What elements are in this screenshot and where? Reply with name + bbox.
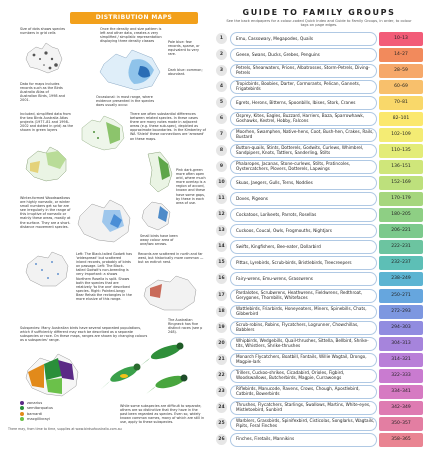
map-records	[140, 274, 200, 314]
legend-item-zonarius	[20, 400, 42, 405]
group-pages-tag[interactable]: 358–365	[379, 433, 423, 447]
group-pages-tag[interactable]: 82–101	[379, 112, 423, 126]
family-group-row[interactable]	[216, 64, 423, 79]
group-number: 17	[216, 290, 227, 301]
group-number: 4	[216, 81, 227, 92]
group-name: Finches, Firetails, Mannikins	[236, 436, 295, 442]
group-pages-tag[interactable]: 70–81	[379, 96, 423, 110]
group-number: 22	[216, 370, 227, 381]
caption-dot-size: Size of dots shows species numbers in grid cells	[20, 27, 66, 36]
group-name-pill[interactable]	[230, 176, 377, 190]
group-name-pill[interactable]	[230, 160, 377, 174]
legend-item-macgillivrayi	[20, 417, 50, 422]
group-number: 26	[216, 434, 227, 445]
group-name: Pardalotes, Scrubwrens, Heathwrens, Fieldwrens, Redthroat, Gerygones, Thornbills, Whitefaces	[236, 289, 363, 300]
family-group-row[interactable]	[216, 176, 423, 191]
group-name-pill[interactable]	[230, 192, 377, 206]
group-pages-tag[interactable]: 314–321	[379, 353, 423, 367]
group-pages-tag[interactable]: 342–349	[379, 401, 423, 415]
distribution-maps-banner	[70, 12, 198, 24]
group-name-pill[interactable]	[230, 96, 377, 110]
group-name-pill[interactable]	[230, 112, 377, 126]
group-number: 10	[216, 177, 227, 188]
family-group-row[interactable]	[216, 385, 423, 400]
footnote: There may, from time to time, supplies at www.birdsofaustralia.com.au	[8, 427, 122, 431]
family-group-row[interactable]	[216, 80, 423, 95]
family-group-list	[216, 32, 423, 449]
parrot-illustrations	[84, 336, 204, 410]
group-name: Fairy-wrens, Emu-wrens, Grasswrens	[236, 276, 313, 282]
group-name-pill[interactable]	[230, 224, 377, 238]
group-pages-tag[interactable]: 28–59	[379, 64, 423, 78]
group-name: Osprey, Kites, Eagles, Buzzard, Harriers, Baza, Sparrowhawk, Goshawks, Kestrel, Hobby, Falcons	[236, 113, 365, 124]
group-name-pill[interactable]	[230, 272, 377, 286]
group-number: 25	[216, 418, 227, 429]
family-group-row[interactable]	[216, 321, 423, 336]
family-group-row[interactable]	[216, 112, 423, 127]
legend-swatch	[20, 406, 24, 410]
legend-label: semitorquatus	[27, 406, 53, 410]
group-name-pill[interactable]	[230, 385, 377, 399]
group-pages-tag[interactable]: 322–333	[379, 369, 423, 383]
caption-overlap: Pink dark-green more often open arid, where much more overlap is a region of accord, known and these have some gaps, by these in each area of use.	[176, 168, 206, 205]
family-group-row[interactable]	[216, 240, 423, 255]
map-small-birds	[138, 198, 174, 232]
group-number: 18	[216, 306, 227, 317]
caption-data-sources: Data for maps includes records such as the Birds Australia Atlas of Australian Birds, 1998 and 2001.	[20, 82, 65, 103]
family-group-row[interactable]	[216, 208, 423, 223]
group-name-pill[interactable]	[230, 208, 377, 222]
group-pages-tag[interactable]: 294–303	[379, 321, 423, 335]
family-group-row[interactable]	[216, 128, 423, 143]
legend-item-barnardi	[20, 411, 42, 416]
group-name: Geese, Swans, Ducks, Grebes, Penguins	[236, 51, 320, 57]
group-name-pill[interactable]	[230, 144, 377, 158]
caption-subspecies-names: While some subspecies are difficult to separate, others are so distinctive that they have in the past been regarded as species. Even so, widely known common names, many of which are still in use, apply to these subspecies.	[120, 404, 205, 425]
family-group-row[interactable]	[216, 289, 423, 304]
family-group-row[interactable]	[216, 256, 423, 271]
caption-ringneck: The Australian Ringneck has five distinct races (see p 248).	[168, 318, 203, 335]
family-group-row[interactable]	[216, 144, 423, 159]
group-number: 2	[216, 49, 227, 60]
map-ringneck	[22, 350, 82, 400]
map-dots	[22, 39, 66, 79]
group-name-pill[interactable]	[230, 401, 377, 415]
group-name-pill[interactable]	[230, 337, 377, 351]
group-name: Scrub-robins, Robins, Flycatchers, Logrunner, Chowchillas, Babblers	[236, 321, 359, 332]
caption-pale-blue: Pale blue: few records, sparse, or equivalent to very rare.	[168, 40, 200, 57]
family-groups-guide	[213, 0, 425, 442]
group-number: 8	[216, 145, 227, 156]
group-pages-tag[interactable]: 60–69	[379, 80, 423, 94]
group-pages-tag[interactable]: 10–13	[379, 32, 423, 46]
group-name-pill[interactable]	[230, 321, 377, 335]
caption-dark-blue: Dark blue: common; abundant.	[168, 68, 203, 77]
group-name: Wattlebirds, Friarbirds, Honeyeaters, Miners, Spinebills, Chats, Gibberbird	[236, 305, 367, 316]
family-group-row[interactable]	[216, 192, 423, 207]
map-density	[96, 46, 166, 94]
group-name: Phalaropes, Jacanas, Stone-curlews, Stilts, Pratincoles, Oystercatchers, Plovers, Dotterels, Lapwings	[236, 161, 351, 172]
group-pages-tag[interactable]: 180–205	[379, 208, 423, 222]
group-pages-tag[interactable]: 304–313	[379, 337, 423, 351]
group-number: 5	[216, 97, 227, 108]
group-name-pill[interactable]	[230, 353, 377, 367]
group-name: Egrets, Herons, Bitterns, Spoonbills, Ibises, Stork, Cranes	[236, 99, 356, 105]
group-name-pill[interactable]	[230, 289, 377, 303]
caption-godwit: Left: The Black-tailed Godwit has 'widespread' but scattered inland records, probably of birds on passage. Left: The Black-tailed Godwit's non-breeding is very important: a shows Northern Rosella is split. Shows both the species that are relatively 'to the one' described species. Right: Painted-longy Bear Rehab the rectangles in the more elusive of this range.	[76, 252, 132, 302]
group-name: Pittas, Lyrebirds, Scrub-birds, Bristlebirds, Treecreepers	[236, 260, 352, 266]
group-pages-tag[interactable]: 238–249	[379, 272, 423, 286]
legend-label: barnardi	[27, 411, 43, 416]
group-name: Moorhen, Swamphen, Native-hens, Coot, Bush-hen, Crakes, Rails, Bustard	[236, 129, 374, 140]
family-group-row[interactable]	[216, 353, 423, 368]
group-name: Petrels, Shearwaters, Prions, Albatrosses, Storm-Petrels, Diving-Petrels	[236, 65, 370, 76]
family-group-row[interactable]	[216, 160, 423, 175]
group-name-pill[interactable]	[230, 48, 377, 62]
group-name-pill[interactable]	[230, 64, 377, 78]
family-group-row[interactable]	[216, 272, 423, 287]
group-name: Riflebirds, Manucode, Ravens, Crows, Chough, Apostlebird, Catbirds, Bowerbirds	[236, 385, 360, 396]
group-name: Cockatoos, Lorikeets, Parrots, Rosellas	[236, 211, 317, 217]
group-name: Trillers, Cuckoo-shrikes, Cicadabird, Orioles, Figbird, Woodswallows, Butcherbirds, Magpie, Currawongs	[236, 369, 345, 380]
caption-subspecies: Subspecies: Many Australian birds have several separated populations, which if sufficiently different may each be described as a separate subspecies or race. On these maps, ranges are shown by changing colours as a subspecies' range.	[20, 326, 148, 343]
parrot-illustration-3	[146, 373, 188, 394]
legend-label: macgillivrayi	[27, 417, 50, 421]
group-name-pill[interactable]	[230, 256, 377, 270]
group-name-pill[interactable]	[230, 369, 377, 383]
group-number: 9	[216, 161, 227, 172]
group-pages-tag[interactable]: 152–169	[379, 176, 423, 190]
group-pages-tag[interactable]: 232–237	[379, 256, 423, 270]
group-number: 7	[216, 129, 227, 140]
group-name: Warblers, Grassbirds, Spinifexbird, Cisticolas, Songlarks, Wagtails, Pipits, Feral Finches	[236, 417, 375, 428]
caption-woodswallows: Winter-formed Woodswallows are highly nomadic, or winter small numbers get so far are see irregularly in the range of this irruptive of nomadic or mainly these areas, mostly at the surface. They are a short-distance movement species.	[20, 196, 71, 229]
group-number: 20	[216, 338, 227, 349]
group-number: 11	[216, 193, 227, 204]
group-number: 21	[216, 354, 227, 365]
group-number: 16	[216, 273, 227, 284]
group-name: Monarch Flycatchers, Boatbill, Fantails, Willie Wagtail, Drongo, Magpie-lark	[236, 353, 367, 364]
group-name: Button-quails, Stints, Dotterels, Godwits, Curlews, Whimbrel, Sandpipers, Knots, Tattlers, Sanderling, Stilts	[236, 145, 364, 156]
caption-records: Records are scattered in north and far west, but historically more common — but an extinct nest.	[138, 252, 204, 265]
caption-small-birds: Small birds have been away colour area of one/two arrows.	[140, 234, 178, 247]
group-number: 12	[216, 209, 227, 220]
group-pages-tag[interactable]: 102–109	[379, 128, 423, 142]
group-pages-tag[interactable]: 334–341	[379, 385, 423, 399]
map-woodswallows	[74, 196, 134, 246]
family-group-row[interactable]	[216, 433, 423, 448]
group-name: Whipbirds, Wedgebills, Quail-thrushes, Sittella, Bellbird, Shrike-tits, Whistlers, Shrike-thrushes	[236, 337, 369, 348]
family-group-row[interactable]	[216, 417, 423, 432]
group-name: Skuas, Jaegers, Gulls, Terns, Noddies	[236, 179, 313, 185]
group-pages-tag[interactable]: 350–357	[379, 417, 423, 431]
map-boundaries	[22, 145, 70, 185]
group-pages-tag[interactable]: 170–179	[379, 192, 423, 206]
family-group-row[interactable]	[216, 96, 423, 111]
map-atlas	[76, 112, 128, 154]
caption-density: Once the density and size pattern is left and other data, creates a very simplified / simplistic representation displaying three density classes	[100, 27, 162, 44]
group-name: Swifts, Kingfishers, Bee-eater, Dollarbird	[236, 244, 321, 249]
legend-swatch	[20, 412, 24, 416]
legend-swatch	[20, 417, 24, 421]
family-group-row[interactable]	[216, 305, 423, 320]
group-name: Tropicbirds, Boobies, Darter, Cormorants, Pelican, Gannets, Frigatebirds	[236, 81, 361, 92]
group-number: 6	[216, 113, 227, 124]
group-pages-tag[interactable]: 136–151	[379, 160, 423, 174]
group-number: 24	[216, 402, 227, 413]
map-godwit	[22, 250, 72, 290]
group-number: 1	[216, 33, 227, 44]
group-pages-tag[interactable]: 250–271	[379, 289, 423, 303]
group-name-pill[interactable]	[230, 240, 377, 254]
group-name-pill[interactable]	[230, 32, 377, 46]
caption-occasional: Occasional: in most range, where evidence presented in the species does usually occur.	[96, 95, 155, 108]
group-pages-tag[interactable]: 110–135	[379, 144, 423, 158]
parrot-illustration-2	[100, 363, 141, 390]
legend-swatch	[20, 401, 24, 405]
group-number: 23	[216, 386, 227, 397]
group-name-pill[interactable]	[230, 128, 377, 142]
family-group-row[interactable]	[216, 32, 423, 47]
family-group-row[interactable]	[216, 224, 423, 239]
group-name: Cuckoos, Coucal, Owls, Frogmouths, Nightjars	[236, 227, 332, 233]
family-group-row[interactable]	[216, 337, 423, 352]
caption-atlas-data: Included, simplified data from the two Birds Australia Atlas projects (1977–81 and 1998–2002 and dotted in grid) as the shown in green layers	[20, 112, 74, 133]
family-group-row[interactable]	[216, 401, 423, 416]
group-number: 15	[216, 257, 227, 268]
group-name-pill[interactable]	[230, 417, 377, 431]
distribution-maps-title: DISTRIBUTION MAPS	[95, 14, 173, 21]
family-group-row[interactable]	[216, 48, 423, 63]
group-name-pill[interactable]	[230, 305, 377, 319]
legend-item-semitorquatus	[20, 406, 53, 411]
group-name-pill[interactable]	[230, 80, 377, 94]
distribution-maps-section	[0, 0, 208, 439]
map-east-coast	[138, 150, 178, 194]
caption-related-species: There are often substantial differences between related species. In these cases there are many notes made in adjacent areas (e.g. these sub-spec), depicted as approximate boundaries. In the Kimberley of WA 'Shield' these connections are 'arrowed' on these maps.	[130, 112, 206, 141]
guide-subtitle: See the back endpapers for a colour-coded Quick Index and Guide to Family Groups, in order, to colour tags on page edges.	[226, 19, 412, 28]
group-number: 19	[216, 322, 227, 333]
group-pages-tag[interactable]: 14–27	[379, 48, 423, 62]
group-pages-tag[interactable]: 222–231	[379, 240, 423, 254]
group-pages-tag[interactable]: 206–221	[379, 224, 423, 238]
group-name-pill[interactable]	[230, 433, 377, 447]
group-number: 3	[216, 65, 227, 76]
group-name: Emu, Cassowary, Megapodes, Quails	[236, 35, 314, 41]
guide-title: GUIDE TO FAMILY GROUPS	[242, 8, 396, 17]
group-pages-tag[interactable]: 272–293	[379, 305, 423, 319]
group-number: 14	[216, 241, 227, 252]
group-name: Thrushes, Flycatchers, Starlings, Swallows, Martins, White-eyes, Mistletoebird, Sunbird	[236, 401, 371, 412]
group-number: 13	[216, 225, 227, 236]
legend-label: zonarius	[27, 400, 43, 405]
parrot-illustration-1	[140, 342, 184, 366]
group-name: Doves, Pigeons	[236, 195, 268, 201]
family-group-row[interactable]	[216, 369, 423, 384]
